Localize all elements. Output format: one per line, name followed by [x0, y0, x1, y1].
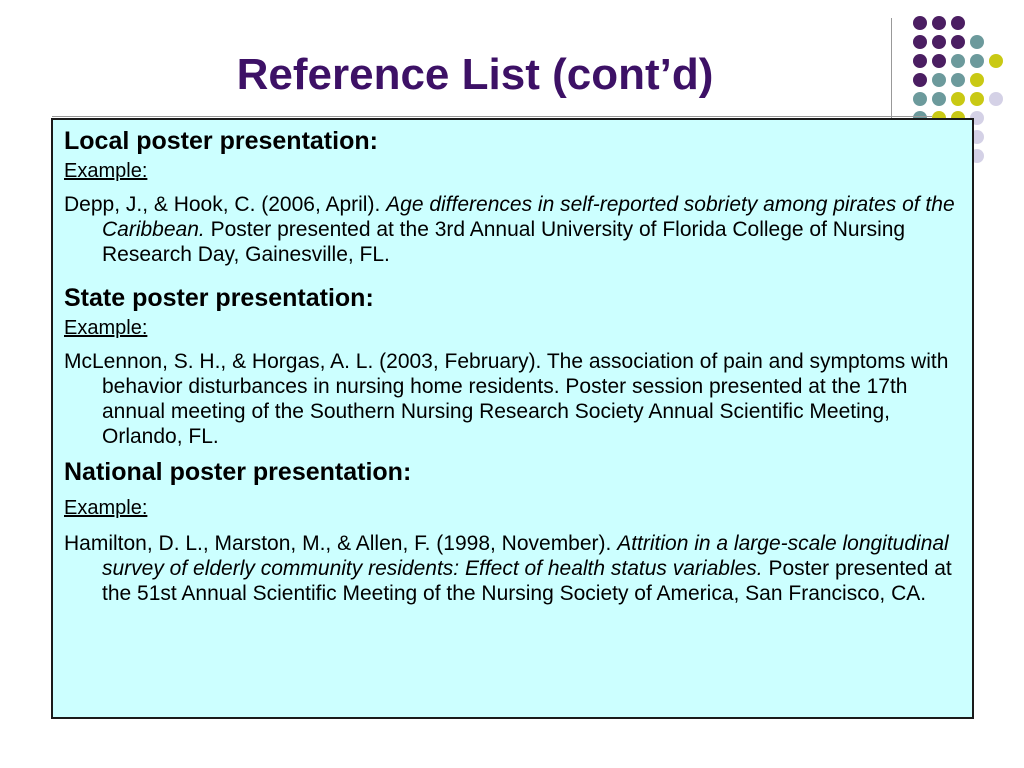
dot: [951, 73, 965, 87]
reference-text: McLennon, S. H., & Horgas, A. L. (2003, February). The association of pain and symptoms with behavior disturbances in nursing home residents. Poster session presented at the 17th annual meeting of the Southern Nursing Research Society Annual Scientific Meeting, Orlando, FL.: [64, 350, 949, 448]
reference-title: Age differences in self-reported sobriety among pirates of the Caribbean.: [102, 193, 955, 241]
dot: [951, 35, 965, 49]
dot: [913, 16, 927, 30]
section-heading-local: Local poster presentation:: [64, 127, 378, 155]
dot: [970, 73, 984, 87]
reference-text: Poster presented at the 3rd Annual University of Florida College of Nursing Research Day, Gainesville, FL.: [102, 218, 906, 266]
dot: [913, 35, 927, 49]
reference-text: Depp, J., & Hook, C. (2006, April).: [64, 193, 387, 216]
reference-entry-mclennon: [64, 349, 964, 449]
dot: [989, 54, 1003, 68]
dot: [951, 92, 965, 106]
example-label: Example:: [64, 160, 148, 182]
dot: [989, 92, 1003, 106]
dot: [932, 16, 946, 30]
example-label: Example:: [64, 317, 148, 339]
example-label: Example:: [64, 497, 148, 519]
reference-text: Poster presented at the 51st Annual Scientific Meeting of the Nursing Society of America, San Francisco, CA.: [102, 557, 952, 605]
dot: [951, 16, 965, 30]
dot: [970, 54, 984, 68]
horizontal-divider: [52, 116, 932, 117]
section-heading-national: National poster presentation:: [64, 458, 412, 486]
slide-title: Reference List (cont’d): [236, 50, 714, 99]
reference-text: Hamilton, D. L., Marston, M., & Allen, F. (1998, November).: [64, 532, 618, 555]
reference-entry-hamilton: [64, 531, 964, 606]
reference-entry-depp: [64, 192, 964, 267]
reference-list: [64, 126, 964, 606]
dot: [970, 92, 984, 106]
section-heading-state: State poster presentation:: [64, 284, 374, 312]
reference-content-box: [51, 118, 974, 719]
dot: [932, 35, 946, 49]
dot: [970, 35, 984, 49]
dot: [951, 54, 965, 68]
reference-title: Attrition in a large-scale longitudinal survey of elderly community residents: Effect of health status variables.: [102, 532, 949, 580]
